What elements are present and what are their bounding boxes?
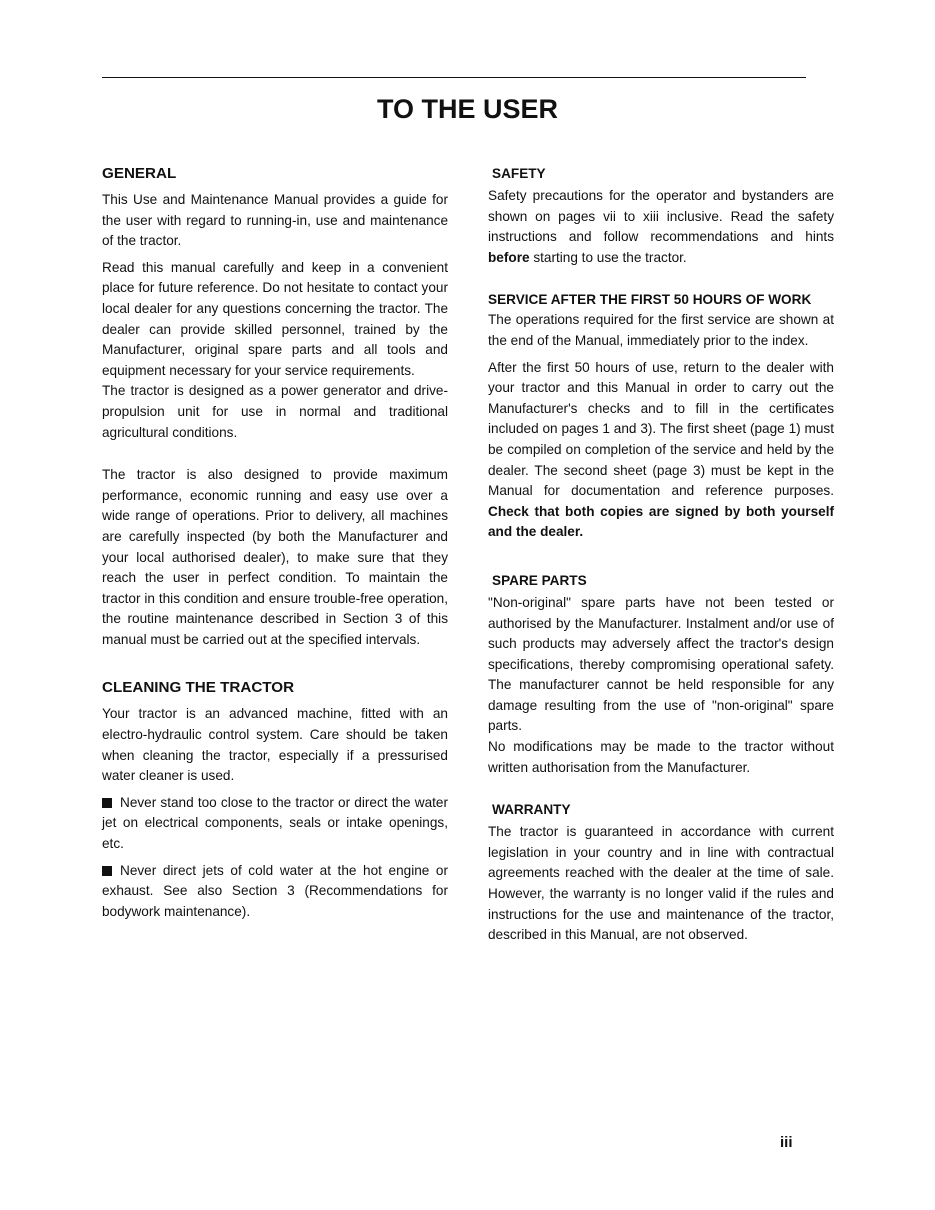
spare-parts-paragraph-1: "Non-original" spare parts have not been tested or authorised by the Manufacturer. Instalment and/or use of such products may adversely affect the tractor's design specifications, thereby compromising operational safety. The manufacturer cannot be held responsible for any damage resulting from the use of "non-original" spare parts. xyxy=(488,594,834,734)
cleaning-bullet-2: Never direct jets of cold water at the hot engine or exhaust. See also Section 3 (Recommendations for bodywork maintenance). xyxy=(102,861,448,923)
service-paragraph-1: The operations required for the first service are shown at the end of the Manual, immediately prior to the index. xyxy=(488,312,834,348)
general-paragraph-4: The tractor is also designed to provide maximum performance, economic running and easy use over a wide range of operations. Prior to delivery, all machines are carefully inspected (by both the Manufacturer and your local authorised dealer), to make sure that they reach the user in perfect condition. To maintain the tractor in this condition and ensure trouble-free operation, the routine maintenance described in Section 3 of this manual must be carried out at the specified intervals. xyxy=(102,467,448,647)
safety-heading: SAFETY xyxy=(492,166,546,181)
cleaning-heading: CLEANING THE TRACTOR xyxy=(102,679,295,697)
top-rule xyxy=(102,77,806,78)
service-heading: SERVICE AFTER THE FIRST 50 HOURS OF WORK xyxy=(488,292,812,308)
right-column xyxy=(488,164,834,946)
general-paragraph-2: Read this manual carefully and keep in a convenient place for future reference. Do not hesitate to contact your local dealer for any questions concerning the tractor. The dealer can provide skilled personnel, trained by the Manufacturer, original spare parts and all tools and equipment necessary for your service requirements. xyxy=(102,259,448,378)
cleaning-paragraph-1: Your tractor is an advanced machine, fitted with an electro-hydraulic control system. Care should be taken when cleaning the tractor, especially if a pressurised water cleaner is used. xyxy=(102,706,448,784)
general-heading: GENERAL xyxy=(102,165,177,182)
page-title: TO THE USER xyxy=(376,94,559,124)
left-column xyxy=(102,164,448,922)
spare-parts-paragraph-2: No modifications may be made to the tractor without written authorisation from the Manufacturer. xyxy=(488,739,834,775)
general-paragraph-1: This Use and Maintenance Manual provides a guide for the user with regard to running-in, use and maintenance of the tractor. xyxy=(102,192,448,249)
service-paragraph-2: After the first 50 hours of use, return to the dealer with your tractor and this Manual in order to carry out the Manufacturer's checks and to fill in the certificates included on pages 1 and 3). The first sheet (page 1) must be compiled on completion of the service and held by the dealer. The second sheet (page 3) must be kept in the Manual for documentation and reference purposes. Check that both copies are signed by both yourself and the dealer. xyxy=(488,359,834,540)
spare-parts-heading: SPARE PARTS xyxy=(492,572,587,588)
warranty-heading: WARRANTY xyxy=(492,802,571,818)
warranty-paragraph: The tractor is guaranteed in accordance with current legislation in your country and in line with contractual agreements reached with the dealer at the time of sale. However, the warranty is no longer valid if the rules and instructions for the use and maintenance of the tractor, described in this Manual, are not observed. xyxy=(488,824,834,943)
safety-paragraph: Safety precautions for the operator and bystanders are shown on pages vii to xiii inclusive. Read the safety instructions and follow recommendations and hints before starting to use the tractor. xyxy=(488,188,834,265)
page-number: iii xyxy=(780,1134,793,1151)
general-paragraph-3: The tractor is designed as a power generator and drive-propulsion unit for use in normal and traditional agricultural conditions. xyxy=(102,383,448,440)
cleaning-bullet-1: Never stand too close to the tractor or direct the water jet on electrical components, seals or intake openings, etc. xyxy=(102,793,448,855)
